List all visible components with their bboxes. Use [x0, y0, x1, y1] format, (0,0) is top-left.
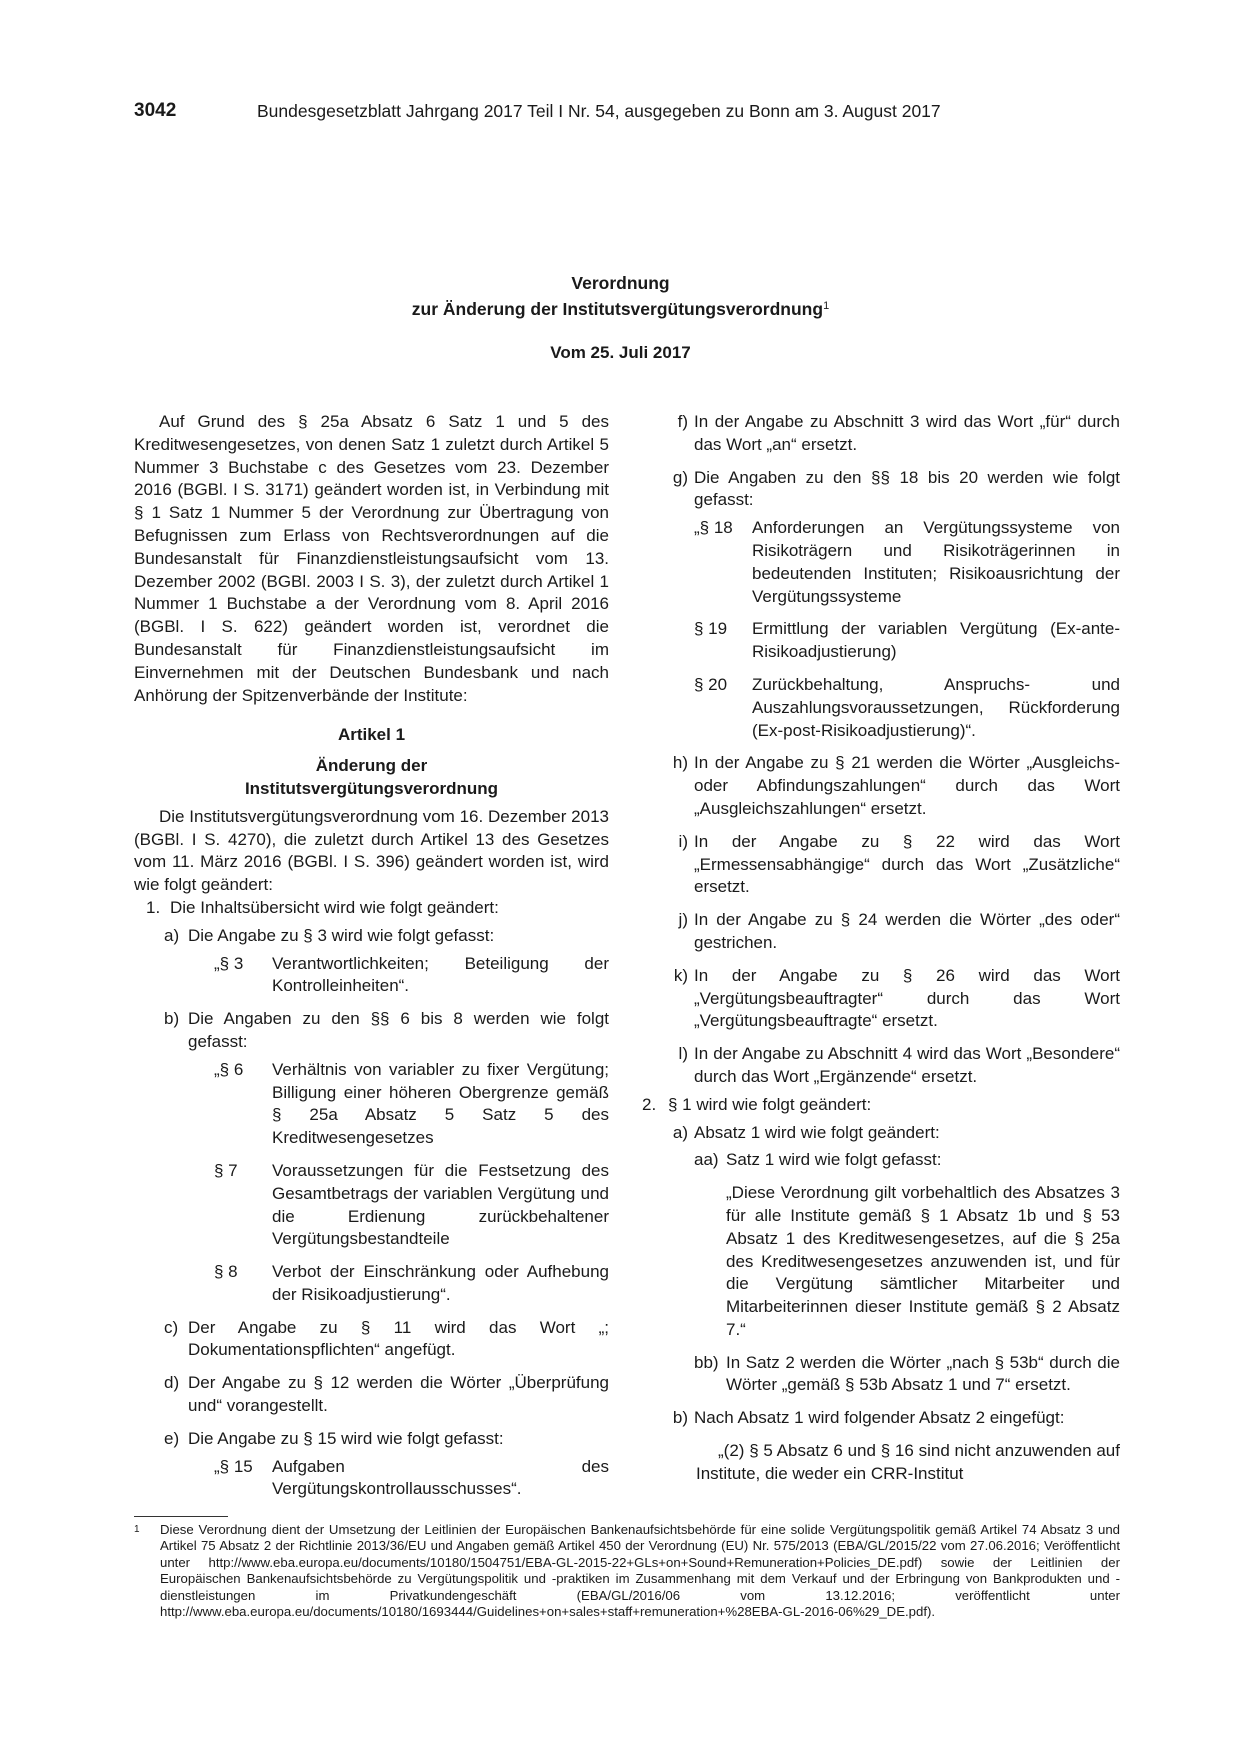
list-item: [134, 1008, 609, 1054]
quoted-paragraph: „(2) § 5 Absatz 6 und § 16 sind nicht anzuwenden auf Institute, die weder ein CRR-Institut: [696, 1441, 1120, 1483]
item-text: Die Angabe zu § 3 wird wie folgt gefasst:: [188, 925, 495, 945]
item-label: b): [672, 1408, 688, 1428]
item-label: 2.: [642, 1094, 657, 1114]
list-item: [664, 831, 1120, 899]
item-label: a): [672, 1122, 688, 1142]
entry-label: § 8: [214, 1262, 238, 1282]
list-item: [664, 752, 1120, 820]
item-label: h): [672, 753, 688, 773]
item-text: § 1 wird wie folgt geändert:: [668, 1094, 872, 1114]
item-label: aa): [694, 1150, 719, 1170]
right-column: [642, 411, 1120, 1486]
list-item: [134, 925, 609, 948]
list-item: [664, 909, 1120, 955]
list-item: [664, 467, 1120, 513]
quoted-text: „Diese Verordnung gilt vorbehaltlich des Absatzes 3 für alle Institute gemäß § 1 Absatz 1b und § 53 Absatz 1 des Kreditwesengesetzes, auf die § 25a des Kreditwesengesetzes anzuwenden ist, und für die Vergütung sämtlicher Mitarbeiter und Mitarbeiterinnen dieser Institute gemäß § 2 Absatz 7.“: [726, 1183, 1120, 1339]
item-label: c): [164, 1317, 179, 1337]
footnote-mark: 1: [134, 1524, 140, 1535]
item-text: Satz 1 wird wie folgt gefasst:: [726, 1150, 942, 1170]
entry-label: § 20: [694, 674, 728, 694]
entry-label: § 19: [694, 619, 728, 639]
item-text: In der Angabe zu § 24 werden die Wörter „des oder“ gestrichen.: [694, 910, 1120, 952]
item-label: d): [164, 1373, 180, 1393]
entry-label: § 7: [214, 1160, 238, 1180]
item-text: Nach Absatz 1 wird folgender Absatz 2 eingefügt:: [694, 1408, 1065, 1428]
article-subheading: [134, 755, 609, 801]
title-line-2: [134, 295, 1107, 321]
footnote-text: Diese Verordnung dient der Umsetzung der Leitlinien der Europäischen Bankenaufsichtsbehörde für eine solide Vergütungspolitik gemäß Artikel 74 Absatz 3 und Artikel 75 Absatz 2 der Richtlinie 2013/36/EU und Angaben gemäß Artikel 450 der Verordnung (EU) Nr. 575/2013 (EBA/GL/2015/22 vom 27.06.2016; Veröffentlicht unter http://www.eba.europa.eu/documents/10180/1504751/EBA-GL-2015-22+GLs+on+Sound+Remuneration+Policies_DE.pdf) sowie der Leitlinien der Europäischen Bankenaufsichtsbehörde zu Vergütungspolitik und -praktiken im Zusammenhang mit dem Verkauf und der Erbringung von Bankprodukten und -dienstleistungen im Privatkundengeschäft (EBA/GL/2016/06 vom 13.12.2016; veröffentlicht unter http://www.eba.europa.eu/documents/10180/1693444/Guidelines+on+sales+staff+remuneration+%28EBA-GL-2016-06%29_DE.pdf).: [160, 1522, 1120, 1620]
entry-text: Verbot der Einschränkung oder Aufhebung der Risikoadjustierung“.: [272, 1262, 609, 1304]
item-text: Der Angabe zu § 11 wird das Wort „; Dokumentationspflichten“ angefügt.: [188, 1317, 609, 1360]
item-text: Die Angabe zu § 15 wird wie folgt gefasst:: [188, 1428, 504, 1448]
preamble: Auf Grund des § 25a Absatz 6 Satz 1 und 5 des Kreditwesengesetzes, von denen Satz 1 zuletzt durch Artikel 5 Nummer 3 Buchstabe c des Gesetzes vom 23. Dezember 2016 (BGBl. I S. 3171) geändert worden ist, in Verbindung mit § 1 Satz 1 Nummer 5 der Verordnung zur Übertragung von Befugnissen zum Erlass von Rechtsverordnungen auf die Bundesanstalt für Finanzdienstleistungsaufsicht vom 13. Dezember 2002 (BGBl. 2003 I S. 3), der zuletzt durch Artikel 1 Nummer 1 Buchstabe a der Verordnung vom 8. April 2016 (BGBl. I S. 622) geändert worden ist, verordnet die Bundesanstalt für Finanzdienstleistungsaufsicht im Einvernehmen mit der Deutschen Bundesbank und nach Anhörung der Spitzenverbände der Institute:: [134, 412, 609, 705]
quoted-entry: [134, 1261, 609, 1307]
item-label: g): [672, 467, 688, 487]
title-text: zur Änderung der Institutsvergütungsverordnung: [411, 299, 824, 319]
list-item: [664, 1149, 1120, 1172]
item-text: In der Angabe zu § 22 wird das Wort „Ermessensabhängige“ durch das Wort „Zusätzliche“ ersetzt.: [694, 831, 1120, 897]
item-text: Die Angaben zu den §§ 18 bis 20 werden wie folgt gefasst:: [694, 467, 1120, 510]
item-text: In der Angabe zu Abschnitt 4 wird das Wort „Besondere“ durch das Wort „Ergänzende“ ersetzt.: [694, 1044, 1120, 1086]
quoted-entry: [664, 517, 1120, 608]
item-text: In der Angabe zu § 26 wird das Wort „Vergütungsbeauftragter“ durch das Wort „Vergütungsbeauftragte“ ersetzt.: [694, 965, 1120, 1031]
item-label: bb): [694, 1352, 719, 1372]
item-text: Der Angabe zu § 12 werden die Wörter „Überprüfung und“ vorangestellt.: [188, 1373, 609, 1416]
item-label: k): [673, 965, 688, 985]
entry-text: Anforderungen an Vergütungssysteme von Risikoträgern und Risikoträgerinnen in bedeutenden Instituten; Risikoausrichtung der Vergütungssysteme: [752, 518, 1120, 606]
list-item: [664, 1407, 1120, 1430]
item-label: 1.: [146, 897, 161, 917]
list-item: [134, 897, 609, 920]
item-text: In der Angabe zu § 21 werden die Wörter „Ausgleichs- oder Abfindungszahlungen“ durch das Wort „Ausgleichszahlungen“ ersetzt.: [694, 753, 1120, 818]
list-item: [642, 1094, 1120, 1117]
article-intro: Die Institutsvergütungsverordnung vom 16. Dezember 2013 (BGBl. I S. 4270), die zuletzt durch Artikel 13 des Gesetzes vom 11. März 2016 (BGBl. I S. 396) geändert worden ist, wird wie folgt geändert:: [134, 806, 609, 895]
quoted-entry: [134, 1456, 609, 1502]
item-text: Die Inhaltsübersicht wird wie folgt geändert:: [170, 897, 499, 917]
running-head: Bundesgesetzblatt Jahrgang 2017 Teil I Nr. 54, ausgegeben zu Bonn am 3. August 2017: [257, 101, 941, 121]
item-text: In Satz 2 werden die Wörter „nach § 53b“ durch die Wörter „gemäß § 53b Absatz 1 und 7“ ersetzt.: [726, 1352, 1120, 1395]
list-item: [134, 1317, 609, 1363]
item-label: j): [678, 910, 688, 930]
item-label: e): [164, 1428, 180, 1448]
list-item: [134, 1428, 609, 1451]
title-line-1: Verordnung: [571, 273, 670, 293]
left-column: [134, 411, 609, 1501]
quoted-entry: [134, 1059, 609, 1150]
list-item: [664, 965, 1120, 1033]
item-text: Absatz 1 wird wie folgt geändert:: [694, 1122, 940, 1142]
item-label: i): [678, 831, 688, 851]
list-item: [664, 1122, 1120, 1145]
footnote: [134, 1522, 1120, 1620]
footnote-ref[interactable]: 1: [823, 300, 830, 312]
quoted-entry: [134, 953, 609, 999]
list-item: [664, 1352, 1120, 1398]
footnote-divider: [134, 1516, 228, 1517]
quoted-entry: [134, 1160, 609, 1251]
entry-label: „§ 3: [214, 953, 244, 973]
entry-text: Ermittlung der variablen Vergütung (Ex-ante-Risikoadjustierung): [752, 619, 1120, 662]
entry-label: „§ 18: [694, 518, 733, 538]
quoted-entry: [664, 618, 1120, 664]
item-text: In der Angabe zu Abschnitt 3 wird das Wort „für“ durch das Wort „an“ ersetzt.: [694, 412, 1120, 454]
entry-text: Verhältnis von variabler zu fixer Vergütung; Billigung einer höheren Obergrenze gemäß § 25a Absatz 5 Satz 5 des Kreditwesengesetzes: [272, 1059, 609, 1148]
item-label: b): [164, 1009, 180, 1029]
entry-text: Voraussetzungen für die Festsetzung des Gesamtbetrags der variablen Vergütung und die Erdienung zurückbehaltener Vergütungsbestandteile: [272, 1160, 609, 1249]
list-item: [664, 411, 1120, 457]
entry-text: Aufgaben des Vergütungskontrollausschusses“.: [272, 1456, 609, 1499]
article-heading: Artikel 1: [337, 725, 406, 745]
item-label: a): [164, 925, 180, 945]
page-number: 3042: [134, 100, 177, 121]
entry-label: „§ 6: [214, 1059, 244, 1079]
item-label: f): [677, 412, 688, 431]
document-date: Vom 25. Juli 2017: [550, 343, 691, 362]
entry-label: „§ 15: [214, 1456, 253, 1476]
article-subheading-line-1: Änderung der: [315, 756, 428, 776]
entry-text: Verantwortlichkeiten; Beteiligung der Kontrolleinheiten“.: [272, 953, 609, 996]
item-label: l): [678, 1044, 688, 1064]
list-item: [134, 1372, 609, 1418]
list-item: [664, 1043, 1120, 1089]
entry-text: Zurückbehaltung, Anspruchs- und Auszahlungsvoraussetzungen, Rückforderung (Ex-post-Risikoadjustierung)“.: [752, 674, 1120, 740]
document-title: [134, 272, 1107, 321]
item-text: Die Angaben zu den §§ 6 bis 8 werden wie folgt gefasst:: [188, 1009, 609, 1051]
quoted-entry: [664, 674, 1120, 742]
article-subheading-line-2: Institutsvergütungsverordnung: [244, 778, 499, 798]
